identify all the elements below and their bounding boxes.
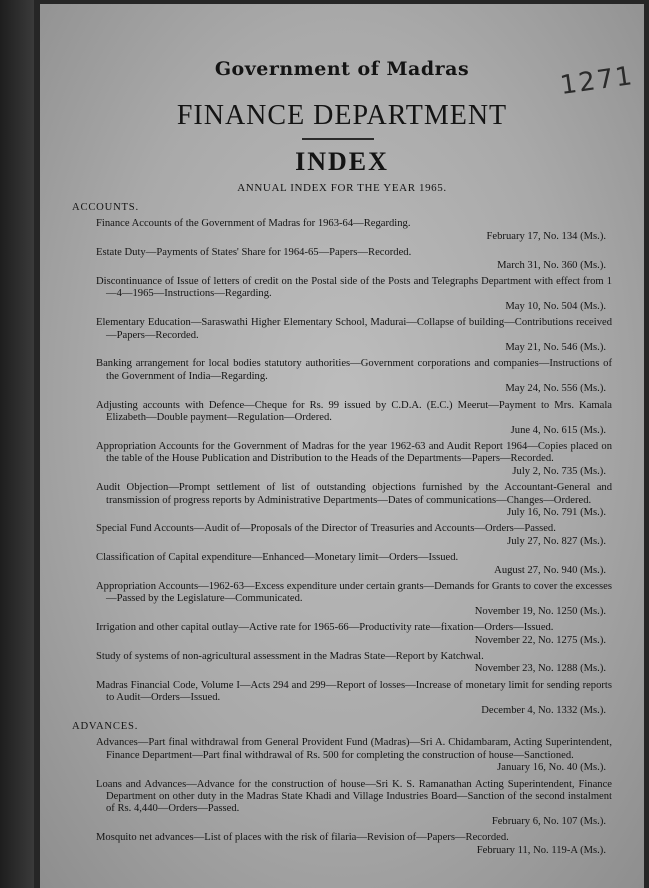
index-entry bbox=[72, 737, 612, 774]
entry-reference: February 11, No. 119-A (Ms.). bbox=[476, 844, 606, 856]
entry-text: Audit Objection—Prompt settlement of list of outstanding objections furnished by the Accountant-General and transmission of progress reports by Administrative Departments—Dates of communications—Changes—Ordered. bbox=[96, 482, 612, 506]
index-entry bbox=[72, 552, 612, 577]
index-entry bbox=[72, 832, 612, 857]
entry-text: Elementary Education—Saraswathi Higher Elementary School, Madurai—Collapse of building—Contributions received—Papers—Recorded. bbox=[96, 317, 612, 341]
index-entry bbox=[72, 441, 612, 478]
title-divider bbox=[302, 138, 374, 140]
index-entry bbox=[72, 482, 612, 519]
entry-reference: June 4, No. 615 (Ms.). bbox=[510, 424, 606, 436]
entry-text: Appropriation Accounts—1962-63—Excess expenditure under certain grants—Demands for Grants to cover the excesses—Passed by the Legislature—Communicated. bbox=[96, 580, 612, 605]
index-entry bbox=[72, 651, 612, 676]
government-heading: Government of Madras bbox=[214, 58, 470, 80]
index-subtitle: ANNUAL INDEX FOR THE YEAR 1965. bbox=[237, 182, 447, 194]
index-entry bbox=[72, 523, 612, 548]
index-entry bbox=[72, 581, 612, 618]
entry-text: Discontinuance of Issue of letters of credit on the Postal side of the Posts and Telegraphs Department with effect from 1—4—1965—Instructions—Regarding. bbox=[96, 276, 612, 300]
index-body bbox=[72, 200, 612, 861]
entry-reference: May 24, No. 556 (Ms.). bbox=[505, 383, 606, 395]
entry-reference: November 22, No. 1275 (Ms.). bbox=[474, 634, 606, 646]
index-entry bbox=[72, 276, 612, 313]
entry-text: Study of systems of non-agricultural assessment in the Madras State—Report by Katchwal. bbox=[96, 651, 484, 662]
entry-reference: January 16, No. 40 (Ms.). bbox=[497, 762, 606, 774]
index-entry bbox=[72, 358, 612, 395]
index-title: INDEX bbox=[295, 147, 389, 176]
entry-text: Estate Duty—Payments of States' Share for 1964-65—Papers—Recorded. bbox=[96, 247, 412, 259]
index-entry bbox=[72, 779, 612, 829]
entry-reference: July 16, No. 791 (Ms.). bbox=[507, 506, 606, 518]
entry-reference: February 6, No. 107 (Ms.). bbox=[491, 815, 606, 827]
entry-text: Finance Accounts of the Government of Madras for 1963-64—Regarding. bbox=[96, 218, 411, 230]
entry-text: Adjusting accounts with Defence—Cheque for Rs. 99 issued by C.D.A. (E.C.) Meerut—Payment to Mrs. Kamala Elizabeth—Double payment—Regulation—Ordered. bbox=[96, 399, 612, 424]
entry-reference: May 10, No. 504 (Ms.). bbox=[505, 300, 606, 312]
entry-text: Special Fund Accounts—Audit of—Proposals of the Director of Treasuries and Accounts—Orders—Passed. bbox=[96, 523, 556, 535]
entry-text: Mosquito net advances—List of places with the risk of filaria—Revision of—Papers—Recorded. bbox=[96, 832, 509, 844]
entry-reference: December 4, No. 1332 (Ms.). bbox=[481, 704, 606, 716]
index-entry bbox=[72, 400, 612, 437]
entry-reference: May 21, No. 546 (Ms.). bbox=[505, 342, 606, 354]
entry-text: Irrigation and other capital outlay—Active rate for 1965-66—Productivity rate—fixation—Orders—Issued. bbox=[96, 622, 554, 634]
index-entry bbox=[72, 317, 612, 354]
index-entry bbox=[72, 622, 612, 647]
index-entry bbox=[72, 218, 612, 243]
document-page bbox=[40, 4, 644, 888]
section-heading-accounts: ACCOUNTS. bbox=[72, 202, 139, 213]
entry-text: Classification of Capital expenditure—Enhanced—Monetary limit—Orders—Issued. bbox=[96, 552, 459, 564]
department-title: FINANCE DEPARTMENT bbox=[176, 100, 508, 131]
entry-text: Advances—Part final withdrawal from General Provident Fund (Madras)—Sri A. Chidambaram, Acting Superintendent, Finance Department—Part final withdrawal of Rs. 500 for completing the construction of house—Sanctioned. bbox=[96, 737, 612, 761]
scan-dark-edge bbox=[0, 0, 34, 888]
entry-reference: February 17, No. 134 (Ms.). bbox=[486, 230, 606, 242]
section-heading-advances: ADVANCES. bbox=[72, 721, 139, 733]
entry-reference: November 19, No. 1250 (Ms.). bbox=[474, 605, 606, 617]
entry-text: Madras Financial Code, Volume I—Acts 294 and 299—Report of losses—Increase of monetary limit for sending reports to Audit—Orders—Issued. bbox=[96, 679, 612, 704]
entry-reference: July 2, No. 735 (Ms.). bbox=[512, 465, 606, 477]
handwritten-stamp: 1271 bbox=[558, 60, 636, 102]
entry-reference: July 27, No. 827 (Ms.). bbox=[507, 535, 606, 547]
index-entry bbox=[72, 247, 612, 272]
entry-reference: March 31, No. 360 (Ms.). bbox=[497, 259, 606, 271]
entry-text: Appropriation Accounts for the Government of Madras for the year 1962-63 and Audit Report 1964—Copies placed on the table of the House Publication and Distribution to the Heads of the Departments—Papers—Recorded. bbox=[96, 440, 612, 465]
entry-reference: November 23, No. 1288 (Ms.). bbox=[474, 663, 606, 675]
entry-text: Banking arrangement for local bodies statutory authorities—Government corporations and companies—Instructions of the Government of India—Regarding. bbox=[96, 358, 612, 382]
index-entry bbox=[72, 680, 612, 717]
entry-reference: August 27, No. 940 (Ms.). bbox=[494, 564, 606, 576]
entry-text: Loans and Advances—Advance for the construction of house—Sri K. S. Ramanathan Acting Superintendent, Finance Department on other duty in the Madras State Khadi and Village Industries Board—Sanction of the second instalment of Rs. 4,440—Orders—Passed. bbox=[96, 778, 612, 815]
